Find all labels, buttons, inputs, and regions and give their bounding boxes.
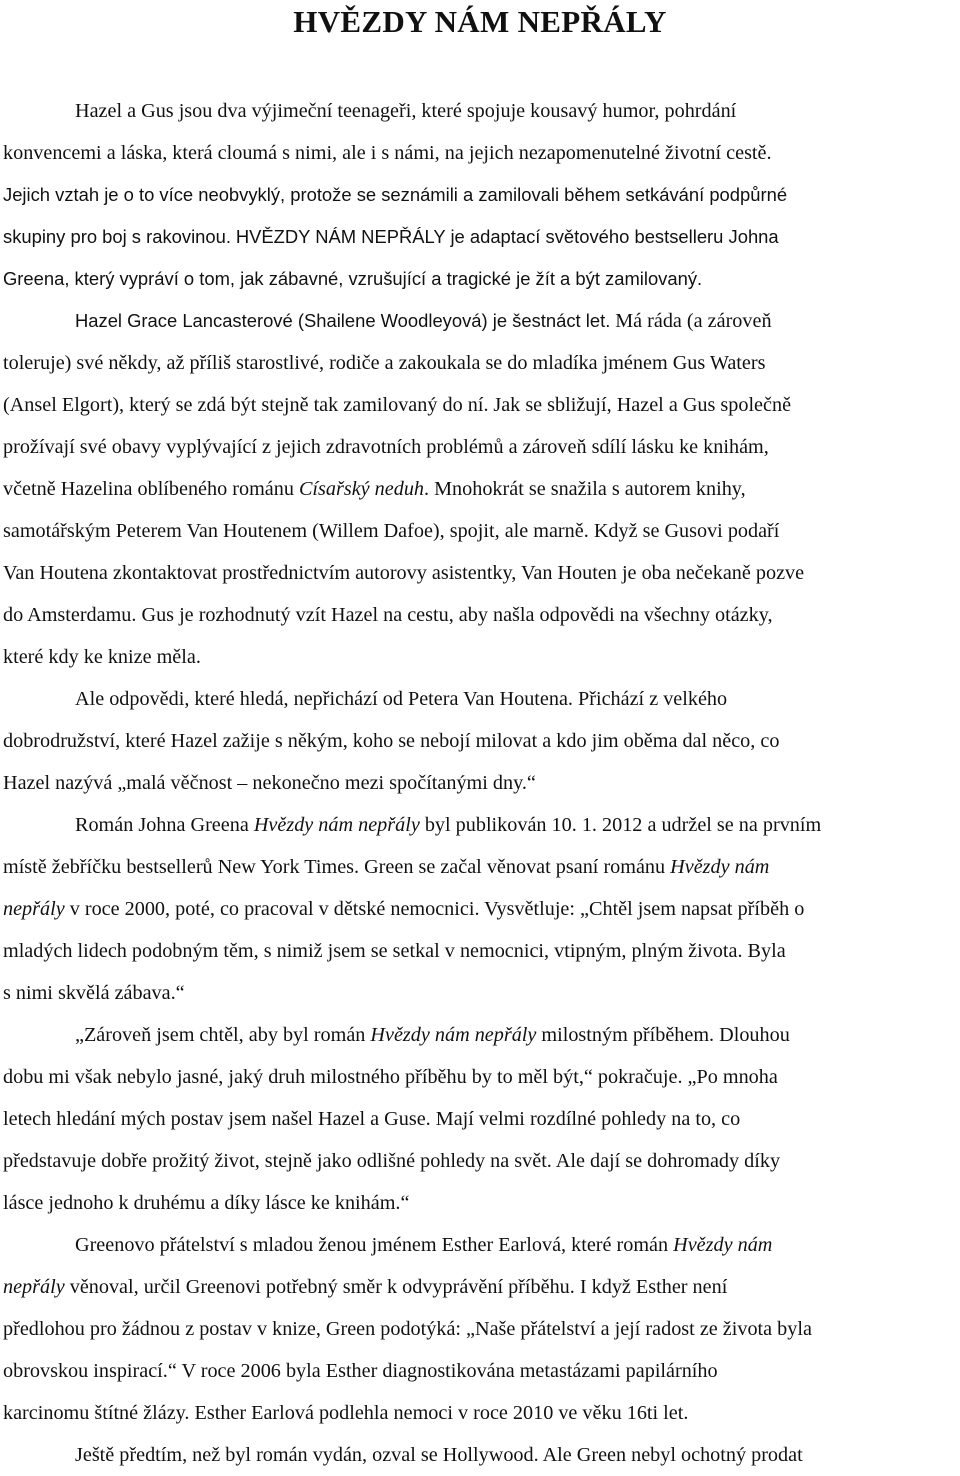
text-line: prožívají své obavy vyplývající z jejich zdravotních problémů a zároveň sdílí lásku ke knihám,	[3, 436, 769, 458]
text-line: letech hledání mých postav jsem našel Hazel a Guse. Mají velmi rozdílné pohledy na to, co	[3, 1108, 741, 1130]
text-line: které kdy ke knize měla.	[3, 646, 201, 668]
text-span: skupiny pro boj s rakovinou.	[3, 226, 231, 247]
text-line: představuje dobře prožitý život, stejně jako odlišné pohledy na svět. Ale dají se dohromady díky	[3, 1150, 781, 1172]
text-span: Má ráda (a zároveň	[615, 310, 772, 332]
text-line: s nimi skvělá zábava.“	[3, 982, 185, 1004]
text-span: (Ansel Elgort), který se zdá být stejně tak zamilovaný do ní.	[3, 394, 489, 416]
text-line	[3, 216, 959, 258]
text-line	[3, 1266, 959, 1308]
text-line: mladých lidech podobným těm, s nimiž jsem se setkal v nemocnici, vtipným, plným života. Byla	[3, 940, 786, 962]
text-line	[3, 888, 959, 930]
text-line	[3, 678, 959, 720]
text-line: Ještě předtím, než byl román vydán, ozval se Hollywood. Ale Green nebyl ochotný prodat	[75, 1444, 803, 1466]
text-span: milostným příběhem. Dlouhou	[541, 1024, 790, 1046]
book-title: nepřály	[3, 1276, 65, 1298]
text-line: obrovskou inspirací.“ V roce 2006 byla Esther diagnostikována metastázami papilárního	[3, 1360, 718, 1382]
text-span: Když se Gusovi podaří	[593, 520, 780, 542]
text-line: Hazel nazývá „malá věčnost – nekonečno mezi spočítanými dny.“	[3, 772, 536, 794]
text-span: byl publikován 10. 1. 2012 a udržel se na prvním	[424, 814, 822, 836]
text-line	[3, 804, 959, 846]
text-line: lásce jednoho k druhému a díky lásce ke knihám.“	[3, 1192, 410, 1214]
text-span: . Mnohokrát se snažila s autorem knihy,	[424, 478, 746, 500]
text-line	[3, 384, 959, 426]
text-line	[3, 510, 959, 552]
text-line: Hazel a Gus jsou dva výjimeční teenageři, které spojuje kousavý humor, pohrdání	[75, 100, 737, 122]
text-line: konvencemi a láska, která cloumá s nimi, ale i s námi, na jejich nezapomenutelné životní cestě.	[3, 142, 772, 164]
text-span: Hazel Grace Lancasterové (Shailene Woodleyová) je šestnáct let.	[75, 310, 611, 331]
text-line	[3, 468, 959, 510]
text-span: HVĚZDY NÁM NEPŘÁLY je adaptací světového bestselleru Johna	[235, 226, 779, 247]
text-span: „Zároveň jsem chtěl, aby byl román	[75, 1024, 366, 1046]
text-line	[3, 1014, 959, 1056]
book-title: Hvězdy nám	[670, 856, 770, 878]
text-span: Román Johna Greena	[75, 814, 249, 836]
document-body	[3, 90, 959, 1476]
text-span: věnoval, určil Greenovi potřebný směr k odvyprávění příběhu. I když Esther není	[69, 1276, 728, 1298]
book-title: nepřály	[3, 898, 65, 920]
text-span: Přichází z velkého	[578, 688, 728, 710]
book-title: Hvězdy nám nepřály	[253, 814, 420, 836]
text-line	[3, 1224, 959, 1266]
text-line: karcinomu štítné žlázy. Esther Earlová podlehla nemoci v roce 2010 ve věku 16ti let.	[3, 1402, 689, 1424]
text-line: Greena, který vypráví o tom, jak zábavné, vzrušující a tragické je žít a být zamilovaný.	[3, 268, 703, 289]
text-span: Ale odpovědi, které hledá, nepřichází od Petera Van Houtena.	[75, 688, 573, 710]
text-span: Gus je rozhodnutý vzít Hazel na cestu, aby našla odpovědi na všechny otázky,	[141, 604, 773, 626]
text-span: včetně Hazelina oblíbeného románu	[3, 478, 294, 500]
text-line	[3, 594, 959, 636]
text-line	[3, 300, 959, 342]
book-title: Hvězdy nám	[673, 1234, 773, 1256]
book-title: Císařský neduh	[298, 478, 425, 500]
book-title: Hvězdy nám nepřály	[370, 1024, 537, 1046]
text-span: místě žebříčku bestsellerů New York Times. Green se začal věnovat psaní románu	[3, 856, 666, 878]
text-span: v roce 2000, poté, co pracoval v dětské nemocnici. Vysvětluje: „Chtěl jsem napsat příběh o	[69, 898, 805, 920]
text-span: Jak se sbližují, Hazel a Gus společně	[493, 394, 792, 416]
text-span: do Amsterdamu.	[3, 604, 137, 626]
text-line	[3, 846, 959, 888]
text-line: předlohou pro žádnou z postav v knize, Green podotýká: „Naše přátelství a její radost ze života byla	[3, 1318, 812, 1340]
text-line: dobu mi však nebylo jasné, jaký druh milostného příběhu by to měl být,“ pokračuje. „Po mnoha	[3, 1066, 778, 1088]
text-line: Jejich vztah je o to více neobvyklý, protože se seznámili a zamilovali během setkávání podpůrné	[3, 184, 788, 205]
text-line: Van Houtena zkontaktovat prostřednictvím autorovy asistentky, Van Houten je oba nečekaně pozve	[3, 562, 805, 584]
text-line: dobrodružství, které Hazel zažije s někým, koho se nebojí milovat a kdo jim oběma dal něco, co	[3, 730, 780, 752]
text-span: Greenovo přátelství s mladou ženou jménem Esther Earlová, které román	[75, 1234, 669, 1256]
text-span: samotářským Peterem Van Houtenem (Willem Dafoe), spojit, ale marně.	[3, 520, 589, 542]
document-title: HVĚZDY NÁM NEPŘÁLY	[293, 4, 667, 39]
text-line: toleruje) své někdy, až příliš starostlivé, rodiče a zakoukala se do mladíka jménem Gus Waters	[3, 352, 766, 374]
